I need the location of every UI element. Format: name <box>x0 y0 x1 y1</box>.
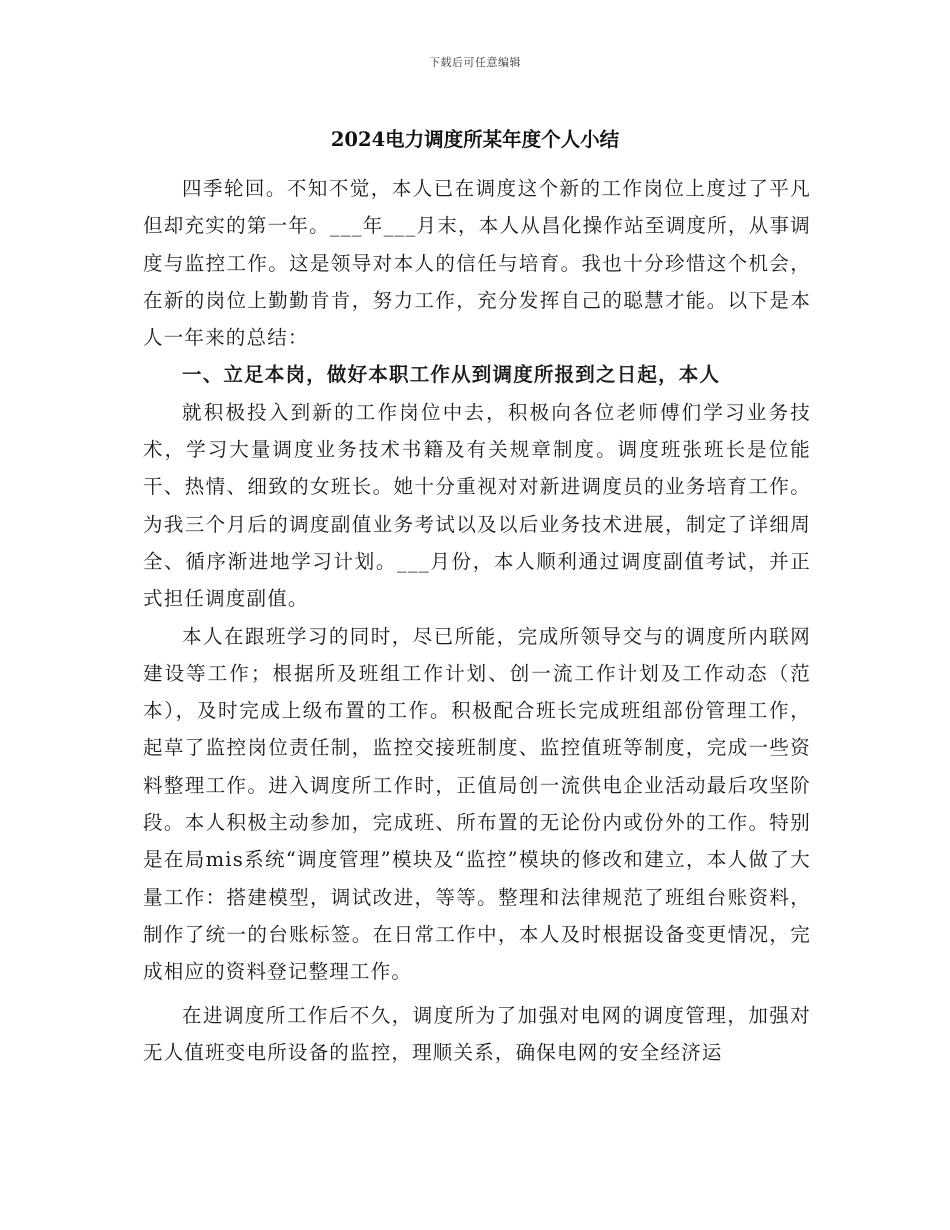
paragraph-work: 本人在跟班学习的同时，尽已所能，完成所领导交与的调度所内联网建设等工作；根据所及班组工作计划、创一流工作计划及工作动态（范本），及时完成上级布置的工作。积极配合班长完成班组部份管理工作，起草了监控岗位责任制，监控交接班制度、监控值班等制度，完成一些资料整理工作。进入调度所工作时，正值局创一流供电企业活动最后攻坚阶段。本人积极主动参加，完成班、所布置的无论份内或份外的工作。特别是在局mis系统“调度管理”模块及“监控”模块的修改和建立，本人做了大量工作：搭建模型，调试改进，等等。整理和法律规范了班组台账资料，制作了统一的台账标签。在日常工作中，本人及时根据设备变更情况，完成相应的资料登记整理工作。 <box>143 624 811 984</box>
header-note: 下载后可任意编辑 <box>429 56 521 69</box>
paragraph-study: 就积极投入到新的工作岗位中去，积极向各位老师傅们学习业务技术，学习大量调度业务技术书籍及有关规章制度。调度班张班长是位能干、热情、细致的女班长。她十分重视对对新进调度员的业务培育工作。为我三个月后的调度副值业务考试以及以后业务技术进展，制定了详细周全、循序渐进地学习计划。___月份，本人顺利通过调度副值考试，并正式担任调度副值。 <box>143 400 811 611</box>
document-title: 2024电力调度所某年度个人小结 <box>330 128 620 151</box>
paragraph-monitoring: 在进调度所工作后不久，调度所为了加强对电网的调度管理，加强对无人值班变电所设备的监控，理顺关系，确保电网的安全经济运 <box>143 1003 811 1064</box>
document-body <box>143 170 811 1071</box>
section-heading-1: 一、立足本岗，做好本职工作从到调度所报到之日起，本人 <box>182 363 721 387</box>
paragraph-intro: 四季轮回。不知不觉，本人已在调度这个新的工作岗位上度过了平凡但却充实的第一年。___年___月末，本人从昌化操作站至调度所，从事调度与监控工作。这是领导对本人的信任与培育。我也十分珍惜这个机会，在新的岗位上勤勤肯肯，努力工作，充分发挥自己的聪慧才能。以下是本人一年来的总结： <box>143 177 811 350</box>
